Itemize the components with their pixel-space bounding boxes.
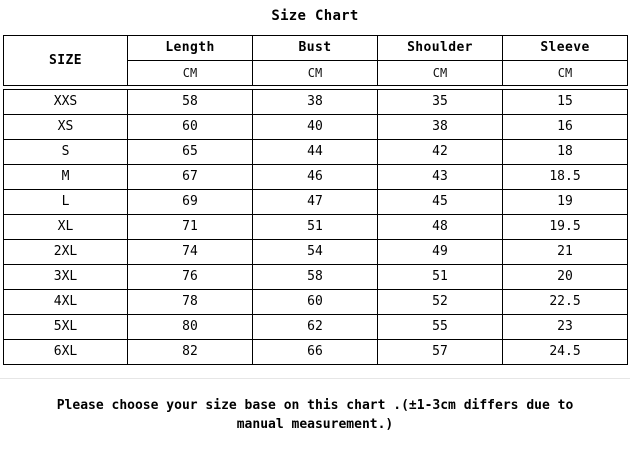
sleeve-cell: 19 <box>503 190 628 215</box>
sleeve-cell: 15 <box>503 90 628 115</box>
size-chart-table <box>3 35 628 365</box>
length-cell: 80 <box>128 315 253 340</box>
length-cell: 67 <box>128 165 253 190</box>
size-cell: M <box>4 165 128 190</box>
table-row <box>4 315 628 340</box>
length-cell: 74 <box>128 240 253 265</box>
length-cell: 60 <box>128 115 253 140</box>
table-row <box>4 290 628 315</box>
bust-cell: 38 <box>253 90 378 115</box>
length-cell: 78 <box>128 290 253 315</box>
table-row <box>4 165 628 190</box>
size-note-line-1: Please choose your size base on this chart .(±1-3cm differs due to <box>56 398 574 413</box>
shoulder-cell: 42 <box>378 140 503 165</box>
length-cell: 58 <box>128 90 253 115</box>
sleeve-cell: 23 <box>503 315 628 340</box>
shoulder-cell: 48 <box>378 215 503 240</box>
bust-cell: 60 <box>253 290 378 315</box>
sleeve-cell: 22.5 <box>503 290 628 315</box>
table-row <box>4 215 628 240</box>
bust-cell: 58 <box>253 265 378 290</box>
table-body <box>4 90 628 365</box>
bust-cell: 47 <box>253 190 378 215</box>
length-cell: 82 <box>128 340 253 365</box>
sleeve-column-header: Sleeve <box>503 36 628 61</box>
sleeve-cell: 18 <box>503 140 628 165</box>
header-row <box>4 36 628 61</box>
bust-cell: 51 <box>253 215 378 240</box>
shoulder-column-header: Shoulder <box>378 36 503 61</box>
bust-cell: 54 <box>253 240 378 265</box>
bust-cell: 46 <box>253 165 378 190</box>
sleeve-cell: 16 <box>503 115 628 140</box>
size-cell: L <box>4 190 128 215</box>
length-column-header: Length <box>128 36 253 61</box>
length-cell: 65 <box>128 140 253 165</box>
size-note-line-2: manual measurement.) <box>236 417 394 432</box>
shoulder-cell: 51 <box>378 265 503 290</box>
size-column-header: SIZE <box>4 36 128 86</box>
bust-cell: 62 <box>253 315 378 340</box>
size-cell: XXS <box>4 90 128 115</box>
table-row <box>4 90 628 115</box>
table-row <box>4 115 628 140</box>
sleeve-cell: 21 <box>503 240 628 265</box>
size-cell: 3XL <box>4 265 128 290</box>
length-unit: CM <box>128 61 253 86</box>
bust-unit: CM <box>253 61 378 86</box>
shoulder-cell: 35 <box>378 90 503 115</box>
size-cell: XL <box>4 215 128 240</box>
length-cell: 69 <box>128 190 253 215</box>
table-header <box>4 36 628 90</box>
sleeve-unit: CM <box>503 61 628 86</box>
bust-cell: 66 <box>253 340 378 365</box>
shoulder-cell: 57 <box>378 340 503 365</box>
length-cell: 71 <box>128 215 253 240</box>
bust-cell: 40 <box>253 115 378 140</box>
page-title: Size Chart <box>271 8 359 24</box>
shoulder-cell: 55 <box>378 315 503 340</box>
size-cell: 4XL <box>4 290 128 315</box>
shoulder-cell: 43 <box>378 165 503 190</box>
shoulder-cell: 45 <box>378 190 503 215</box>
shoulder-cell: 52 <box>378 290 503 315</box>
size-cell: 6XL <box>4 340 128 365</box>
shoulder-cell: 38 <box>378 115 503 140</box>
sleeve-cell: 18.5 <box>503 165 628 190</box>
shoulder-cell: 49 <box>378 240 503 265</box>
table-row <box>4 265 628 290</box>
shoulder-unit: CM <box>378 61 503 86</box>
table-row <box>4 140 628 165</box>
table-row <box>4 240 628 265</box>
bust-column-header: Bust <box>253 36 378 61</box>
table-row <box>4 190 628 215</box>
table-row <box>4 340 628 365</box>
divider <box>0 378 630 379</box>
size-cell: XS <box>4 115 128 140</box>
size-cell: 5XL <box>4 315 128 340</box>
bust-cell: 44 <box>253 140 378 165</box>
length-cell: 76 <box>128 265 253 290</box>
sleeve-cell: 19.5 <box>503 215 628 240</box>
sleeve-cell: 24.5 <box>503 340 628 365</box>
sleeve-cell: 20 <box>503 265 628 290</box>
size-note <box>8 396 622 434</box>
size-cell: 2XL <box>4 240 128 265</box>
size-cell: S <box>4 140 128 165</box>
